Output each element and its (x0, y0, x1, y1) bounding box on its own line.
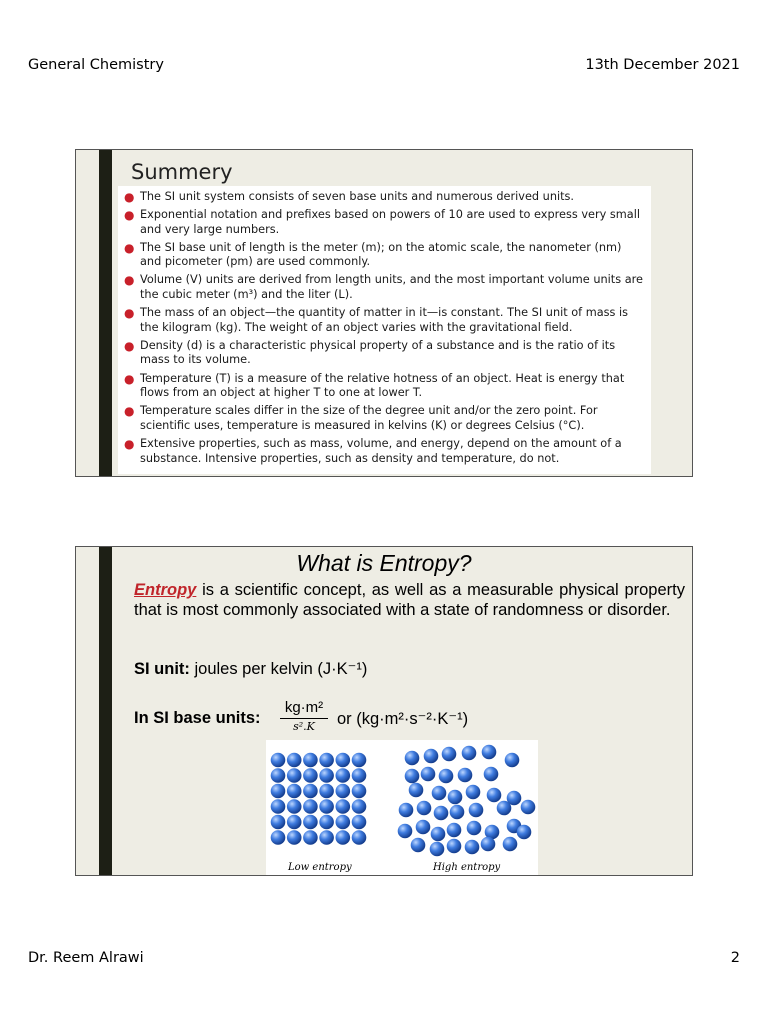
si-unit-value: joules per kelvin (J·K⁻¹) (189, 660, 368, 678)
sphere (447, 823, 462, 838)
sphere (481, 837, 496, 852)
sphere (303, 768, 318, 783)
sphere (287, 830, 302, 845)
sphere (319, 753, 334, 768)
bullet-icon: ● (124, 404, 135, 419)
sphere (450, 805, 465, 820)
bullet-icon: ● (124, 273, 135, 288)
fraction-denominator: s².K (293, 720, 315, 733)
list-item: ● Exponential notation and prefixes based on powers of 10 are used to express very small and very large numbers. (124, 208, 640, 236)
sphere (319, 799, 334, 814)
sphere (319, 768, 334, 783)
sphere (352, 799, 367, 814)
slide-accent-bar (99, 547, 112, 875)
list-item: ● The SI unit system consists of seven base units and numerous derived units. (124, 190, 575, 204)
bullet-icon: ● (124, 338, 135, 353)
sphere (424, 749, 439, 764)
sphere (287, 815, 302, 830)
high-entropy-spheres (398, 745, 536, 857)
sphere (442, 747, 457, 762)
entropy-illustration (266, 740, 538, 876)
sphere (287, 768, 302, 783)
sphere (469, 803, 484, 818)
sphere (465, 840, 480, 855)
page-number: 2 (730, 950, 740, 966)
fraction-bar (280, 718, 328, 719)
sphere (466, 785, 481, 800)
footer-author: Dr. Reem Alrawi (28, 950, 144, 966)
si-unit-line (134, 659, 367, 679)
sphere (319, 830, 334, 845)
sphere (447, 839, 462, 854)
si-base-units-line (134, 699, 554, 739)
sphere (487, 788, 502, 803)
sphere (352, 753, 367, 768)
si-base-label: In SI base units: (134, 709, 261, 727)
low-entropy-caption: Low entropy (288, 862, 352, 873)
summary-list (118, 186, 651, 474)
sphere (497, 801, 512, 816)
sphere (430, 842, 445, 857)
sphere (352, 830, 367, 845)
slide-accent-bar (99, 150, 112, 476)
fraction-numerator: kg·m² (284, 699, 324, 716)
sphere (482, 745, 497, 760)
sphere (287, 799, 302, 814)
sphere (271, 815, 286, 830)
list-item: ● The mass of an object—the quantity of matter in it—is constant. The SI unit of mass is the kilogram (kg). The weight of an object varies with the gravitational field. (124, 306, 629, 334)
entropy-spheres (266, 740, 538, 860)
sphere (287, 784, 302, 799)
sphere (352, 768, 367, 783)
sphere (399, 803, 414, 818)
sphere (287, 753, 302, 768)
sphere (432, 786, 447, 801)
low-entropy-spheres (271, 753, 367, 845)
sphere (462, 746, 477, 761)
si-base-alt: or (kg·m²·s⁻²·K⁻¹) (337, 710, 469, 728)
list-item: ● Temperature scales differ in the size of the degree unit and/or the zero point. For scientific uses, temperature is measured in kelvins (K) or degrees Celsius (°C). (124, 404, 598, 432)
sphere (416, 820, 431, 835)
sphere (505, 753, 520, 768)
slide-title: Summery (131, 160, 233, 184)
sphere (431, 827, 446, 842)
sphere (411, 838, 426, 853)
sphere (439, 769, 454, 784)
sphere (467, 821, 482, 836)
sphere (517, 825, 532, 840)
sphere (271, 799, 286, 814)
list-item: ● Temperature (T) is a measure of the relative hotness of an object. Heat is energy that flows from an object at higher T to one at lower T. (124, 371, 625, 400)
sphere (434, 806, 449, 821)
sphere (503, 837, 518, 852)
sphere (271, 753, 286, 768)
sphere (303, 815, 318, 830)
sphere (303, 830, 318, 845)
sphere (352, 815, 367, 830)
sphere (319, 815, 334, 830)
sphere (319, 784, 334, 799)
slide-entropy (75, 546, 693, 876)
sphere (421, 767, 436, 782)
sphere (336, 768, 351, 783)
entropy-definition: Entropy is a scientific concept, as well as a measurable physical property that is most commonly associated with a state of randomness or disorder. (134, 581, 685, 619)
sphere (336, 815, 351, 830)
sphere (484, 767, 499, 782)
sphere (458, 768, 473, 783)
header-date: 13th December 2021 (585, 57, 740, 73)
list-item: ● Extensive properties, such as mass, volume, and energy, depend on the amount of a substance. Intensive properties, such as density and temperature, do not. (124, 436, 622, 465)
sphere (409, 783, 424, 798)
si-unit-label: SI unit: (134, 660, 190, 678)
slide-title: What is Entropy? (296, 550, 472, 576)
high-entropy-caption: High entropy (433, 862, 501, 873)
sphere (336, 784, 351, 799)
header-course-title: General Chemistry (28, 57, 164, 73)
sphere (271, 830, 286, 845)
bullet-icon: ● (124, 240, 135, 255)
sphere (271, 768, 286, 783)
unit-fraction (280, 699, 328, 733)
bullet-icon: ● (124, 190, 135, 204)
sphere (405, 751, 420, 766)
bullet-icon: ● (124, 208, 135, 223)
sphere (336, 799, 351, 814)
slide-summary (75, 149, 693, 477)
entropy-term: Entropy (134, 581, 197, 599)
sphere (521, 800, 536, 815)
sphere (405, 769, 420, 784)
sphere (303, 753, 318, 768)
list-item: ● Volume (V) units are derived from length units, and the most important volume units are the cubic meter (m³) and the liter (L). (124, 273, 643, 302)
bullet-icon: ● (124, 436, 135, 451)
sphere (417, 801, 432, 816)
sphere (336, 830, 351, 845)
sphere (303, 799, 318, 814)
sphere (398, 824, 413, 839)
sphere (448, 790, 463, 805)
bullet-icon: ● (124, 306, 135, 321)
sphere (303, 784, 318, 799)
bullet-icon: ● (124, 371, 135, 386)
sphere (271, 784, 286, 799)
sphere (336, 753, 351, 768)
sphere (352, 784, 367, 799)
list-item: ● The SI base unit of length is the meter (m); on the atomic scale, the nanometer (nm) and picometer (pm) are used commonly. (124, 240, 622, 269)
list-item: ● Density (d) is a characteristic physical property of a substance and is the ratio of its mass to its volume. (124, 338, 616, 367)
